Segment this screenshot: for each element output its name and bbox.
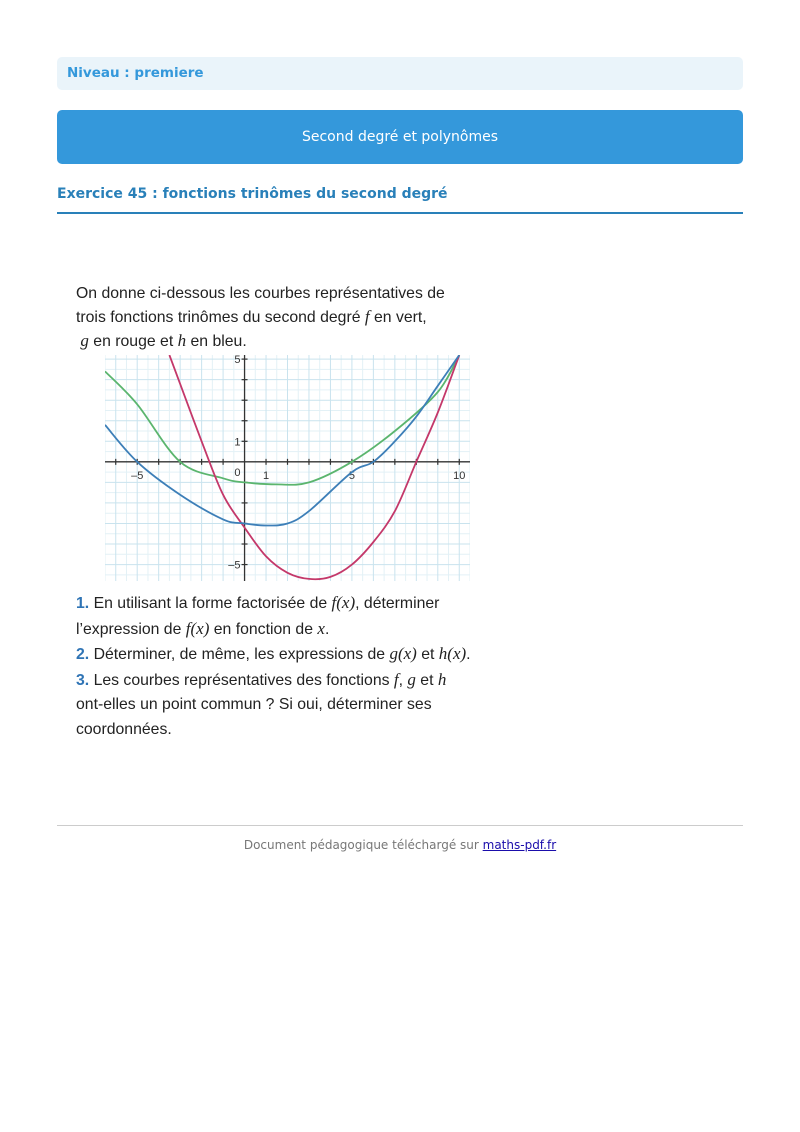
questions (76, 591, 546, 742)
curves (105, 355, 459, 579)
intro-line-2: trois fonctions trinômes du second degré f en vert, (76, 307, 427, 326)
exercise-intro (76, 282, 516, 353)
function-graph (105, 355, 470, 581)
var-h: h (177, 331, 187, 350)
x-tick-label: –5 (131, 469, 144, 482)
x-tick-label: 10 (453, 469, 466, 482)
curve-1 (169, 355, 459, 579)
var-f: f (364, 307, 370, 326)
footer-link[interactable]: maths-pdf.fr (482, 838, 557, 852)
y-tick-label: 1 (234, 436, 241, 449)
y-tick-label: –5 (228, 559, 241, 572)
var-g: g (80, 331, 89, 350)
x-tick-label: 0 (234, 466, 241, 479)
x-tick-label: 1 (262, 469, 270, 482)
question-1-number: 1. (76, 595, 90, 612)
question-2-number: 2. (76, 646, 90, 663)
question-2: 2. Déterminer, de même, les expressions de g(x) et h(x). (76, 644, 471, 663)
footer-text: Document pédagogique téléchargé sur (243, 838, 483, 852)
question-3-line-3: coordonnées. (76, 720, 172, 738)
grid-major (105, 355, 470, 581)
question-1-line-2: l’expression de f(x) en fonction de x. (76, 618, 330, 638)
question-1-line-1: 1. En utilisant la forme factorisée de f(x), déterminer (76, 593, 440, 612)
question-3-line-2: ont-elles un point commun ? Si oui, déterminer ses (76, 696, 432, 713)
curve-2 (105, 355, 459, 526)
intro-line-1: On donne ci-dessous les courbes représentatives de (76, 285, 445, 302)
level-label: Niveau : premiere (67, 65, 204, 81)
footer (57, 838, 743, 852)
chapter-title: Second degré et polynômes (301, 129, 499, 145)
level-box (57, 57, 743, 90)
intro-line-3: g en rouge et h en bleu. (80, 331, 247, 350)
footer-divider (57, 825, 743, 826)
question-3-line-1: 3. Les courbes représentatives des fonctions f, g et h (76, 669, 447, 689)
curve-0 (105, 355, 459, 485)
exercise-title: Exercice 45 : fonctions trinômes du second degré (57, 186, 743, 214)
chapter-banner (57, 110, 743, 164)
question-3-number: 3. (76, 671, 90, 689)
x-tick-label: 5 (348, 469, 355, 482)
y-tick-label: 5 (234, 355, 241, 367)
